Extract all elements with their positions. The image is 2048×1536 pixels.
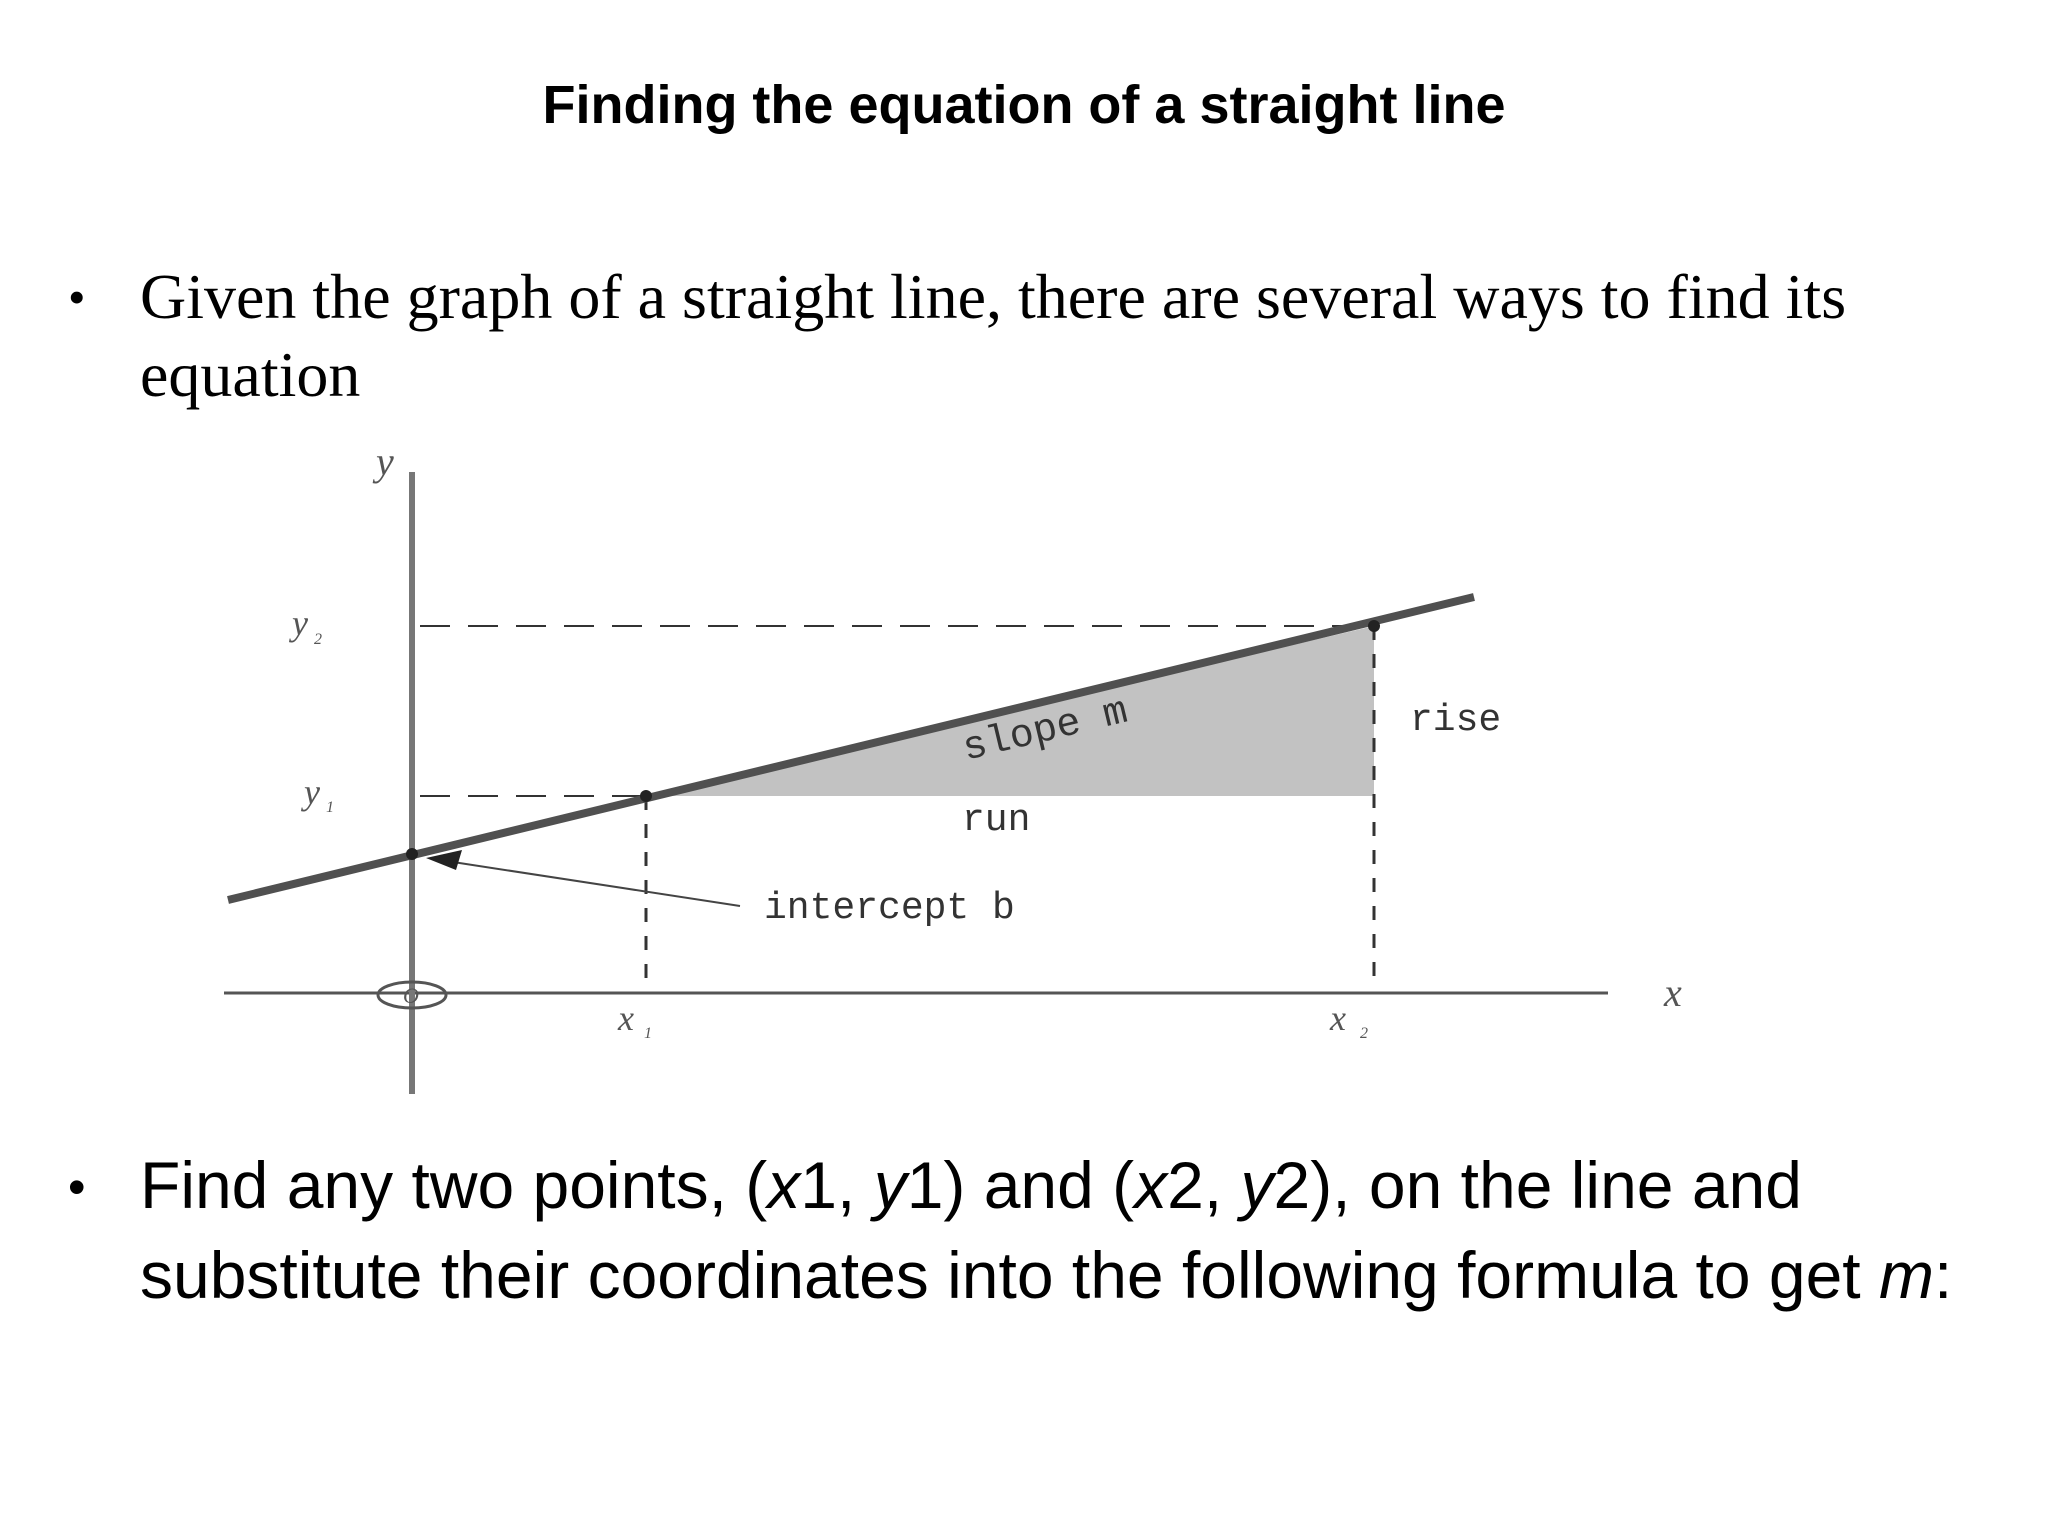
y2-subscript: 2 <box>314 631 322 648</box>
point-intercept <box>406 848 418 860</box>
var-x1: x <box>767 1148 801 1222</box>
straight-line-diagram <box>200 430 1760 1130</box>
bullet-text-part: 1, <box>800 1148 874 1222</box>
bullet-text-part: 1) and ( <box>906 1148 1135 1222</box>
y1-subscript: 1 <box>326 799 334 816</box>
y2-label: y <box>292 603 308 643</box>
rise-label: rise <box>1410 699 1502 742</box>
bullet-marker: • <box>68 1159 86 1215</box>
bullet-text-part: 2, <box>1167 1148 1241 1222</box>
slide-title: Finding the equation of a straight line <box>542 75 1506 135</box>
bullet-text <box>140 1140 2020 1320</box>
run-label: run <box>962 799 1031 842</box>
bullet-marker: • <box>68 269 86 325</box>
x1-subscript: 1 <box>644 1025 652 1042</box>
x2-subscript: 2 <box>1360 1025 1368 1042</box>
point-2 <box>1368 620 1380 632</box>
bullet-text-part: 2), on the line and substitute their coordinates into the following formula to get <box>140 1148 1879 1312</box>
point-1 <box>640 790 652 802</box>
bullet-text-part: Find any two points, ( <box>140 1148 768 1222</box>
bullet-text-part: : <box>1933 1238 1953 1312</box>
var-y1: y <box>873 1148 907 1222</box>
y1-label: y <box>304 772 320 812</box>
var-x2: x <box>1134 1148 1168 1222</box>
x-axis-label: x <box>1664 970 1682 1015</box>
x2-label: x <box>1330 998 1346 1038</box>
intercept-label: intercept b <box>764 887 1015 930</box>
y-axis-label: y <box>376 439 394 484</box>
slope-label: slope m <box>958 689 1133 773</box>
intercept-arrow <box>440 860 740 906</box>
var-y2: y <box>1240 1148 1274 1222</box>
var-m: m <box>1878 1238 1934 1312</box>
bullet-text: Given the graph of a straight line, there are several ways to find its equation <box>140 261 1847 410</box>
origin-label: O <box>403 983 419 1008</box>
x1-label: x <box>618 998 634 1038</box>
